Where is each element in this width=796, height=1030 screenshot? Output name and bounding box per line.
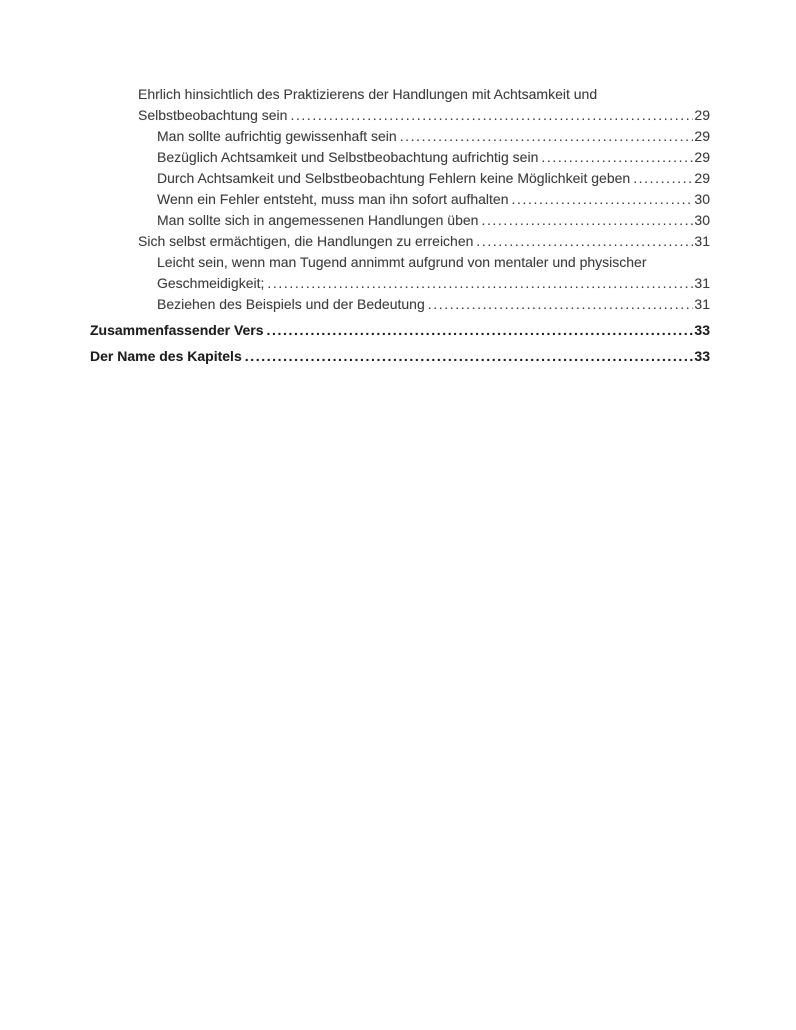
toc-entry-text-line1: Ehrlich hinsichtlich des Praktizierens der Handlungen mit Achtsamkeit und — [138, 86, 598, 102]
dot-leader — [481, 210, 693, 231]
toc-entry-text: Bezüglich Achtsamkeit und Selbstbeobachtung aufrichtig sein — [157, 149, 539, 165]
dot-leader — [400, 126, 694, 147]
toc-entry[interactable] — [157, 168, 710, 189]
toc-entry[interactable] — [157, 210, 710, 231]
toc-entry[interactable] — [157, 294, 710, 315]
toc-entry-text-line1: Leicht sein, wenn man Tugend annimmt aufgrund von mentaler und physischer — [157, 254, 647, 270]
toc-page-number: 33 — [694, 348, 710, 364]
toc-entry-text: Beziehen des Beispiels und der Bedeutung — [157, 296, 425, 312]
dot-leader — [290, 105, 693, 126]
toc-entry[interactable] — [157, 126, 710, 147]
dot-leader — [512, 189, 694, 210]
dot-leader — [541, 147, 693, 168]
toc-page-number: 30 — [694, 191, 710, 207]
toc-page-number: 31 — [694, 233, 710, 249]
dot-leader — [267, 273, 693, 294]
toc-entry-text-line2: Selbstbeobachtung sein — [138, 107, 288, 123]
toc-page-number: 31 — [694, 296, 710, 312]
dot-leader — [245, 346, 694, 367]
toc-entry-text: Der Name des Kapitels — [90, 348, 242, 364]
dot-leader — [476, 231, 693, 252]
toc-entry[interactable] — [138, 84, 710, 126]
toc-page-number: 29 — [694, 128, 710, 144]
toc-entry-text: Durch Achtsamkeit und Selbstbeobachtung Fehlern keine Möglichkeit geben — [157, 170, 631, 186]
toc-entry-text: Zusammenfassender Vers — [90, 322, 264, 338]
toc-page-number: 29 — [694, 149, 710, 165]
dot-leader — [633, 168, 693, 189]
table-of-contents — [90, 84, 710, 367]
toc-entry-text: Man sollte aufrichtig gewissenhaft sein — [157, 128, 397, 144]
toc-page-number: 29 — [694, 170, 710, 186]
dot-leader — [267, 320, 694, 341]
toc-entry-text: Man sollte sich in angemessenen Handlungen üben — [157, 212, 479, 228]
toc-entry[interactable] — [90, 346, 710, 367]
toc-entry[interactable] — [157, 189, 710, 210]
toc-page-number: 33 — [694, 322, 710, 338]
toc-entry-text: Wenn ein Fehler entsteht, muss man ihn sofort aufhalten — [157, 191, 509, 207]
toc-entry[interactable] — [90, 320, 710, 341]
dot-leader — [428, 294, 694, 315]
toc-entry-text: Sich selbst ermächtigen, die Handlungen zu erreichen — [138, 233, 474, 249]
toc-page-number: 30 — [694, 212, 710, 228]
toc-entry[interactable] — [157, 147, 710, 168]
toc-entry-text-line2: Geschmeidigkeit; — [157, 275, 265, 291]
toc-page-number: 31 — [694, 275, 710, 291]
toc-entry[interactable] — [157, 252, 710, 294]
toc-page-number: 29 — [694, 107, 710, 123]
toc-entry[interactable] — [138, 231, 710, 252]
